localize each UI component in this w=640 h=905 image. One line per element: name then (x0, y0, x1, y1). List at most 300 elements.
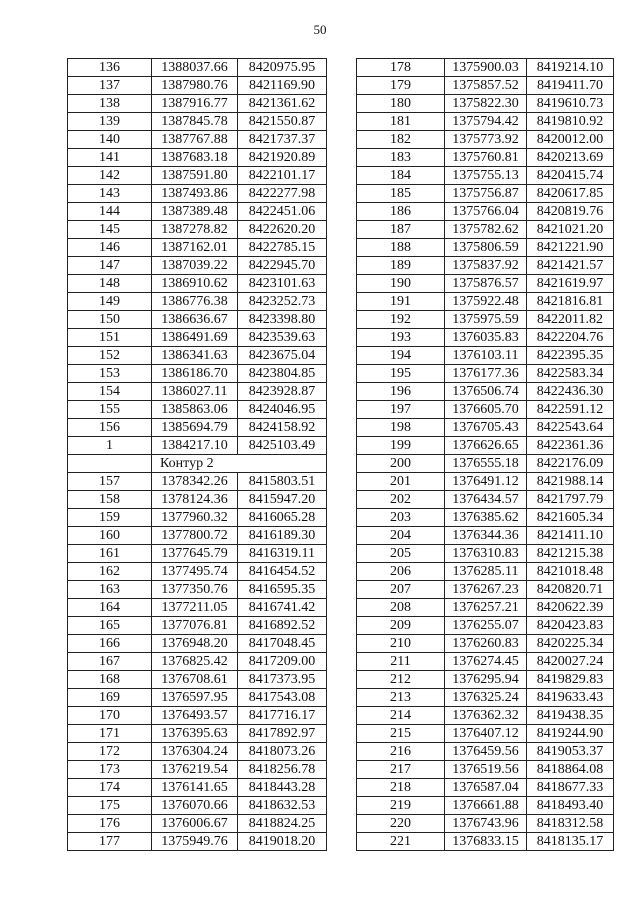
table-row (68, 365, 327, 383)
point-number: 166 (68, 635, 152, 653)
point-number: 162 (68, 563, 152, 581)
table-row (357, 527, 614, 545)
coordinate-y: 8416595.35 (238, 581, 327, 599)
point-number: 215 (357, 725, 445, 743)
table-row (357, 707, 614, 725)
coordinate-y: 8418256.78 (238, 761, 327, 779)
point-number: 150 (68, 311, 152, 329)
coordinate-x: 1386491.69 (152, 329, 238, 347)
table-row (68, 527, 327, 545)
coordinate-x: 1386027.11 (152, 383, 238, 401)
coordinate-y: 8417892.97 (238, 725, 327, 743)
coordinate-x: 1376141.65 (152, 779, 238, 797)
coordinate-x: 1376833.15 (445, 833, 527, 851)
coordinate-x: 1376295.94 (445, 671, 527, 689)
coordinate-y: 8416189.30 (238, 527, 327, 545)
coordinate-x: 1376395.63 (152, 725, 238, 743)
point-number: 195 (357, 365, 445, 383)
table-row (68, 617, 327, 635)
coordinate-x: 1387039.22 (152, 257, 238, 275)
table-row (68, 77, 327, 95)
coordinate-x: 1376177.36 (445, 365, 527, 383)
table-row (68, 149, 327, 167)
point-number: 144 (68, 203, 152, 221)
coordinate-x: 1377211.05 (152, 599, 238, 617)
point-number: 155 (68, 401, 152, 419)
coordinate-x: 1387683.18 (152, 149, 238, 167)
point-number: 143 (68, 185, 152, 203)
coordinate-y: 8421169.90 (238, 77, 327, 95)
coordinate-y: 8423252.73 (238, 293, 327, 311)
point-number: 149 (68, 293, 152, 311)
table-row (68, 347, 327, 365)
table-row (357, 419, 614, 437)
coordinate-x: 1376493.57 (152, 707, 238, 725)
table-row (357, 221, 614, 239)
coordinate-x: 1387389.48 (152, 203, 238, 221)
coordinate-y: 8423804.85 (238, 365, 327, 383)
table-row (357, 203, 614, 221)
table-row (357, 437, 614, 455)
table-row (357, 257, 614, 275)
point-number: 211 (357, 653, 445, 671)
point-number: 216 (357, 743, 445, 761)
point-number: 190 (357, 275, 445, 293)
coordinate-x: 1386636.67 (152, 311, 238, 329)
point-number: 181 (357, 113, 445, 131)
point-number: 219 (357, 797, 445, 815)
table-row (357, 455, 614, 473)
coordinate-x: 1376519.56 (445, 761, 527, 779)
coordinate-y: 8418677.33 (527, 779, 614, 797)
point-number: 203 (357, 509, 445, 527)
table-row (68, 671, 327, 689)
table-row (357, 563, 614, 581)
table-row (357, 599, 614, 617)
coordinate-y: 8422583.34 (527, 365, 614, 383)
coordinate-y: 8424046.95 (238, 401, 327, 419)
coordinate-x: 1385863.06 (152, 401, 238, 419)
coordinate-y: 8421221.90 (527, 239, 614, 257)
coordinate-y: 8425103.49 (238, 437, 327, 455)
table-row (357, 77, 614, 95)
coordinate-y: 8416454.52 (238, 563, 327, 581)
point-number: 169 (68, 689, 152, 707)
table-row (357, 275, 614, 293)
coordinate-y: 8419411.70 (527, 77, 614, 95)
table-row (68, 707, 327, 725)
point-number: 145 (68, 221, 152, 239)
point-number: 174 (68, 779, 152, 797)
table-row (68, 167, 327, 185)
coordinate-y: 8420012.00 (527, 131, 614, 149)
point-number: 204 (357, 527, 445, 545)
coordinate-y: 8418824.25 (238, 815, 327, 833)
coordinate-y: 8417543.08 (238, 689, 327, 707)
coordinate-y: 8419810.92 (527, 113, 614, 131)
coordinate-y: 8416319.11 (238, 545, 327, 563)
table-row (68, 635, 327, 653)
table-row (357, 779, 614, 797)
coordinate-x: 1375760.81 (445, 149, 527, 167)
point-number: 218 (357, 779, 445, 797)
table-row (357, 833, 614, 851)
coordinate-y: 8418493.40 (527, 797, 614, 815)
point-number: 183 (357, 149, 445, 167)
coordinate-x: 1377800.72 (152, 527, 238, 545)
table-row (68, 221, 327, 239)
coordinate-x: 1387591.80 (152, 167, 238, 185)
point-number: 217 (357, 761, 445, 779)
coordinate-y: 8422620.20 (238, 221, 327, 239)
point-number: 185 (357, 185, 445, 203)
table-row (68, 185, 327, 203)
coordinate-y: 8422011.82 (527, 311, 614, 329)
table-row (357, 347, 614, 365)
point-number: 138 (68, 95, 152, 113)
table-row (68, 419, 327, 437)
coordinate-y: 8422436.30 (527, 383, 614, 401)
coordinate-y: 8417373.95 (238, 671, 327, 689)
table-row (68, 293, 327, 311)
coordinate-x: 1375975.59 (445, 311, 527, 329)
coordinate-x: 1376587.04 (445, 779, 527, 797)
coordinate-x: 1376626.65 (445, 437, 527, 455)
coordinate-y: 8421605.34 (527, 509, 614, 527)
point-number: 158 (68, 491, 152, 509)
table-row (357, 545, 614, 563)
coordinate-y: 8421797.79 (527, 491, 614, 509)
point-number: 197 (357, 401, 445, 419)
coordinate-y: 8421361.62 (238, 95, 327, 113)
coordinate-x: 1376304.24 (152, 743, 238, 761)
coordinate-x: 1387845.78 (152, 113, 238, 131)
point-number: 136 (68, 59, 152, 77)
table-row (357, 761, 614, 779)
table-row (357, 401, 614, 419)
coordinate-x: 1376597.95 (152, 689, 238, 707)
point-number: 167 (68, 653, 152, 671)
point-number: 212 (357, 671, 445, 689)
coordinate-x: 1376743.96 (445, 815, 527, 833)
coordinate-x: 1386341.63 (152, 347, 238, 365)
point-number: 200 (357, 455, 445, 473)
coordinate-x: 1376285.11 (445, 563, 527, 581)
coordinate-y: 8419438.35 (527, 707, 614, 725)
coordinate-y: 8422204.76 (527, 329, 614, 347)
coordinate-x: 1376705.43 (445, 419, 527, 437)
point-number: 201 (357, 473, 445, 491)
coordinate-x: 1376825.42 (152, 653, 238, 671)
coordinate-y: 8416892.52 (238, 617, 327, 635)
coordinate-x: 1376255.07 (445, 617, 527, 635)
point-number: 186 (357, 203, 445, 221)
point-number: 205 (357, 545, 445, 563)
coordinate-y: 8417716.17 (238, 707, 327, 725)
coordinate-x: 1376344.36 (445, 527, 527, 545)
point-number: 176 (68, 815, 152, 833)
coordinate-x: 1387493.86 (152, 185, 238, 203)
point-number: 151 (68, 329, 152, 347)
point-number: 207 (357, 581, 445, 599)
coordinate-x: 1376948.20 (152, 635, 238, 653)
coordinate-x: 1375756.87 (445, 185, 527, 203)
table-row (357, 473, 614, 491)
coordinate-y: 8417048.45 (238, 635, 327, 653)
point-number: 163 (68, 581, 152, 599)
coordinate-y: 8419214.10 (527, 59, 614, 77)
coordinate-y: 8421816.81 (527, 293, 614, 311)
coordinate-y: 8420617.85 (527, 185, 614, 203)
coordinate-x: 1376325.24 (445, 689, 527, 707)
coordinate-y: 8419018.20 (238, 833, 327, 851)
coordinate-y: 8420975.95 (238, 59, 327, 77)
coordinate-x: 1375949.76 (152, 833, 238, 851)
table-row (68, 797, 327, 815)
coordinate-x: 1376555.18 (445, 455, 527, 473)
coordinate-y: 8421215.38 (527, 545, 614, 563)
coordinate-y: 8419610.73 (527, 95, 614, 113)
table-row (68, 761, 327, 779)
table-row (68, 779, 327, 797)
point-number: 202 (357, 491, 445, 509)
point-number: 209 (357, 617, 445, 635)
table-row (68, 689, 327, 707)
coordinates-table-right (356, 58, 614, 851)
coordinate-x: 1375822.30 (445, 95, 527, 113)
point-number: 175 (68, 797, 152, 815)
coordinate-x: 1376274.45 (445, 653, 527, 671)
coordinate-y: 8419829.83 (527, 671, 614, 689)
point-number: 1 (68, 437, 152, 455)
coordinate-y: 8422176.09 (527, 455, 614, 473)
point-number: 157 (68, 473, 152, 491)
table-row (357, 725, 614, 743)
table-row (68, 59, 327, 77)
table-row (68, 653, 327, 671)
point-number: 198 (357, 419, 445, 437)
coordinate-y: 8418135.17 (527, 833, 614, 851)
coordinate-y: 8422101.17 (238, 167, 327, 185)
coordinate-x: 1386910.62 (152, 275, 238, 293)
table-row (68, 599, 327, 617)
coordinate-x: 1375900.03 (445, 59, 527, 77)
coordinate-x: 1375806.59 (445, 239, 527, 257)
coordinate-y: 8422543.64 (527, 419, 614, 437)
coordinate-y: 8421411.10 (527, 527, 614, 545)
table-row (68, 329, 327, 347)
point-number: 160 (68, 527, 152, 545)
point-number: 154 (68, 383, 152, 401)
coordinate-x: 1384217.10 (152, 437, 238, 455)
table-row (68, 473, 327, 491)
point-number: 168 (68, 671, 152, 689)
table-row (357, 635, 614, 653)
table-row (357, 185, 614, 203)
point-number: 140 (68, 131, 152, 149)
coordinate-x: 1375876.57 (445, 275, 527, 293)
table-row (357, 383, 614, 401)
coordinate-x: 1375782.62 (445, 221, 527, 239)
coordinate-y: 8423101.63 (238, 275, 327, 293)
point-number: 161 (68, 545, 152, 563)
table-row (357, 131, 614, 149)
table-row (357, 581, 614, 599)
coordinate-y: 8421550.87 (238, 113, 327, 131)
coordinate-y: 8416065.28 (238, 509, 327, 527)
coordinate-x: 1375922.48 (445, 293, 527, 311)
point-number: 189 (357, 257, 445, 275)
coordinate-x: 1376661.88 (445, 797, 527, 815)
point-number: 152 (68, 347, 152, 365)
table-row (357, 617, 614, 635)
coordinate-x: 1387980.76 (152, 77, 238, 95)
point-number: 178 (357, 59, 445, 77)
table-row (68, 815, 327, 833)
coordinate-y: 8421920.89 (238, 149, 327, 167)
coordinate-x: 1375766.04 (445, 203, 527, 221)
coordinate-y: 8419633.43 (527, 689, 614, 707)
point-number: 213 (357, 689, 445, 707)
point-number: 184 (357, 167, 445, 185)
coordinate-x: 1376605.70 (445, 401, 527, 419)
coordinate-y: 8419053.37 (527, 743, 614, 761)
table-row (357, 311, 614, 329)
page-number: 50 (313, 22, 327, 37)
point-number: 139 (68, 113, 152, 131)
table-row (68, 113, 327, 131)
point-number: 196 (357, 383, 445, 401)
coordinate-x: 1376267.23 (445, 581, 527, 599)
table-row (357, 239, 614, 257)
coordinate-x: 1386186.70 (152, 365, 238, 383)
table-row (68, 311, 327, 329)
coordinate-y: 8418443.28 (238, 779, 327, 797)
table-row (68, 581, 327, 599)
point-number: 199 (357, 437, 445, 455)
point-number: 214 (357, 707, 445, 725)
coordinate-x: 1387767.88 (152, 131, 238, 149)
coordinate-y: 8420423.83 (527, 617, 614, 635)
table-row (68, 509, 327, 527)
table-row (68, 383, 327, 401)
coordinate-y: 8423539.63 (238, 329, 327, 347)
point-number: 208 (357, 599, 445, 617)
table-row (68, 563, 327, 581)
table-row (357, 653, 614, 671)
coordinate-x: 1376385.62 (445, 509, 527, 527)
coordinate-y: 8418632.53 (238, 797, 327, 815)
table-row (68, 743, 327, 761)
coordinate-x: 1376006.67 (152, 815, 238, 833)
point-number: 153 (68, 365, 152, 383)
table-row (68, 95, 327, 113)
section-label: Контур 2 (152, 455, 327, 473)
coordinate-y: 8422395.35 (527, 347, 614, 365)
coordinate-x: 1376362.32 (445, 707, 527, 725)
table-row (357, 797, 614, 815)
section-header-row (68, 455, 327, 473)
point-number: 194 (357, 347, 445, 365)
table-row (68, 833, 327, 851)
coordinate-y: 8416741.42 (238, 599, 327, 617)
coordinate-x: 1378124.36 (152, 491, 238, 509)
coordinate-x: 1375773.92 (445, 131, 527, 149)
table-body-right (357, 59, 614, 851)
coordinate-y: 8421988.14 (527, 473, 614, 491)
point-number: 172 (68, 743, 152, 761)
point-number: 171 (68, 725, 152, 743)
coordinate-y: 8420820.71 (527, 581, 614, 599)
coordinate-x: 1376459.56 (445, 743, 527, 761)
table-row (68, 257, 327, 275)
point-number: 179 (357, 77, 445, 95)
point-number: 193 (357, 329, 445, 347)
table-row (68, 401, 327, 419)
point-number: 156 (68, 419, 152, 437)
coordinate-y: 8423675.04 (238, 347, 327, 365)
point-number: 187 (357, 221, 445, 239)
point-number: 192 (357, 311, 445, 329)
coordinate-y: 8421018.48 (527, 563, 614, 581)
point-number: 137 (68, 77, 152, 95)
coordinate-x: 1388037.66 (152, 59, 238, 77)
point-number: 148 (68, 275, 152, 293)
coordinate-y: 8422785.15 (238, 239, 327, 257)
table-row (68, 725, 327, 743)
coordinate-x: 1377645.79 (152, 545, 238, 563)
coordinate-x: 1376407.12 (445, 725, 527, 743)
coordinate-y: 8415947.20 (238, 491, 327, 509)
coordinates-table-left (67, 58, 327, 851)
coordinate-y: 8418864.08 (527, 761, 614, 779)
table-row (357, 491, 614, 509)
coordinate-y: 8421421.57 (527, 257, 614, 275)
coordinate-x: 1378342.26 (152, 473, 238, 491)
coordinate-x: 1376506.74 (445, 383, 527, 401)
coordinate-x: 1375857.52 (445, 77, 527, 95)
coordinate-y: 8418312.58 (527, 815, 614, 833)
point-number: 180 (357, 95, 445, 113)
coordinate-y: 8415803.51 (238, 473, 327, 491)
table-row (357, 365, 614, 383)
point-number: 188 (357, 239, 445, 257)
table-row (68, 275, 327, 293)
coordinate-y: 8421737.37 (238, 131, 327, 149)
coordinate-y: 8420225.34 (527, 635, 614, 653)
coordinate-x: 1376035.83 (445, 329, 527, 347)
coordinate-x: 1376219.54 (152, 761, 238, 779)
point-number: 177 (68, 833, 152, 851)
coordinate-x: 1377495.74 (152, 563, 238, 581)
coordinate-y: 8420819.76 (527, 203, 614, 221)
coordinate-x: 1376708.61 (152, 671, 238, 689)
coordinate-x: 1376260.83 (445, 635, 527, 653)
point-number: 164 (68, 599, 152, 617)
coordinate-y: 8422277.98 (238, 185, 327, 203)
point-number: 220 (357, 815, 445, 833)
point-number: 147 (68, 257, 152, 275)
table-row (357, 293, 614, 311)
coordinate-y: 8419244.90 (527, 725, 614, 743)
coordinate-y: 8421619.97 (527, 275, 614, 293)
point-number: 141 (68, 149, 152, 167)
coordinate-y: 8420027.24 (527, 653, 614, 671)
coordinate-y: 8422451.06 (238, 203, 327, 221)
coordinate-y: 8420415.74 (527, 167, 614, 185)
table-row (68, 491, 327, 509)
point-number: 191 (357, 293, 445, 311)
